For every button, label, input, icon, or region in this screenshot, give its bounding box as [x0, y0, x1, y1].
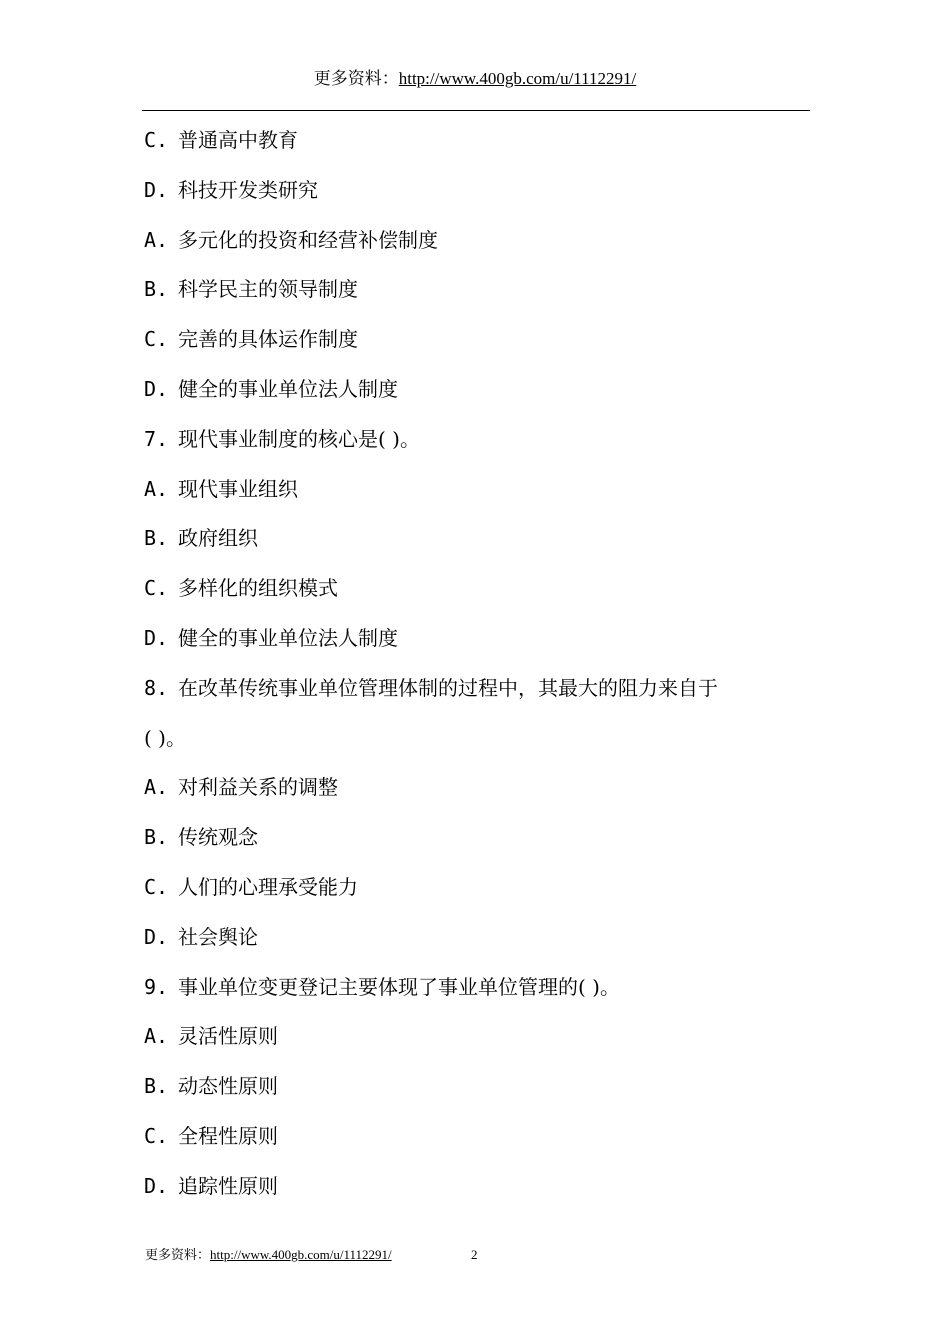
option-line	[144, 523, 812, 573]
option-line	[144, 1071, 812, 1121]
option-text: 多样化的组织模式	[178, 576, 338, 601]
option-line	[144, 822, 812, 872]
option-label: B.	[144, 1074, 169, 1099]
page-footer	[145, 1245, 392, 1266]
option-text: 健全的事业单位法人制度	[178, 376, 398, 401]
option-text: 传统观念	[178, 825, 258, 850]
option-text: 全程性原则	[178, 1123, 278, 1148]
option-label: C.	[144, 1123, 169, 1148]
option-text: 人们的心理承受能力	[178, 874, 358, 899]
option-label: D.	[144, 924, 169, 949]
option-label: C.	[144, 327, 169, 352]
option-label: A.	[144, 227, 169, 252]
option-text: 普通高中教育	[178, 128, 298, 152]
option-line	[144, 772, 812, 822]
option-text: 追踪性原则	[178, 1173, 278, 1198]
option-line	[144, 225, 812, 275]
option-line	[144, 573, 812, 623]
option-text: 灵活性原则	[178, 1024, 278, 1049]
option-line	[144, 623, 812, 673]
question-line	[144, 972, 812, 1022]
option-text: 对利益关系的调整	[178, 775, 338, 800]
option-line	[144, 474, 812, 524]
page-header	[0, 66, 950, 92]
header-prefix: 更多资料：	[313, 69, 399, 89]
option-line	[144, 324, 812, 374]
option-line	[144, 1171, 812, 1221]
question-number: 9.	[144, 974, 169, 999]
option-label: D.	[144, 625, 169, 650]
option-label: B.	[144, 526, 169, 551]
option-text: 科技开发类研究	[178, 177, 318, 202]
header-divider	[142, 110, 810, 111]
option-label: C.	[144, 874, 169, 899]
option-label: A.	[144, 476, 169, 501]
option-label: D.	[144, 1173, 169, 1198]
page-number: 2	[471, 1247, 478, 1262]
option-text: 科学民主的领导制度	[178, 277, 358, 302]
option-text: 现代事业组织	[178, 476, 298, 501]
option-line	[144, 274, 812, 324]
option-label: A.	[144, 775, 169, 800]
option-line	[144, 922, 812, 972]
question-text: 现代事业制度的核心是( )。	[178, 426, 420, 451]
question-line-continuation	[144, 723, 812, 773]
option-line	[144, 175, 812, 225]
option-line	[144, 374, 812, 424]
option-label: D.	[144, 376, 169, 401]
question-text: 在改革传统事业单位管理体制的过程中，其最大的阻力来自于	[178, 675, 718, 700]
question-line	[144, 673, 812, 723]
option-line	[144, 872, 812, 922]
option-text: 完善的具体运作制度	[178, 327, 358, 352]
footer-link[interactable]: http://www.400gb.com/u/1112291/	[210, 1247, 392, 1262]
question-content	[144, 125, 812, 1221]
question-line	[144, 424, 812, 474]
option-text: 健全的事业单位法人制度	[178, 625, 398, 650]
question-text: 事业单位变更登记主要体现了事业单位管理的( )。	[178, 974, 620, 999]
footer-prefix: 更多资料：	[145, 1248, 211, 1263]
option-label: A.	[144, 1024, 169, 1049]
option-text: 政府组织	[178, 526, 258, 551]
option-line	[144, 1021, 812, 1071]
option-label: D.	[144, 177, 169, 202]
option-label: C.	[144, 128, 169, 152]
option-label: C.	[144, 576, 169, 601]
option-label: B.	[144, 825, 169, 850]
question-number: 7.	[144, 426, 169, 451]
option-label: B.	[144, 277, 169, 302]
header-link[interactable]: http://www.400gb.com/u/1112291/	[398, 69, 637, 88]
option-text: 多元化的投资和经营补偿制度	[178, 227, 438, 252]
option-text: 社会舆论	[178, 924, 258, 949]
question-number: 8.	[144, 675, 169, 700]
question-text: ( )。	[144, 725, 186, 750]
option-line	[144, 125, 812, 175]
option-text: 动态性原则	[178, 1074, 278, 1099]
option-line	[144, 1121, 812, 1171]
